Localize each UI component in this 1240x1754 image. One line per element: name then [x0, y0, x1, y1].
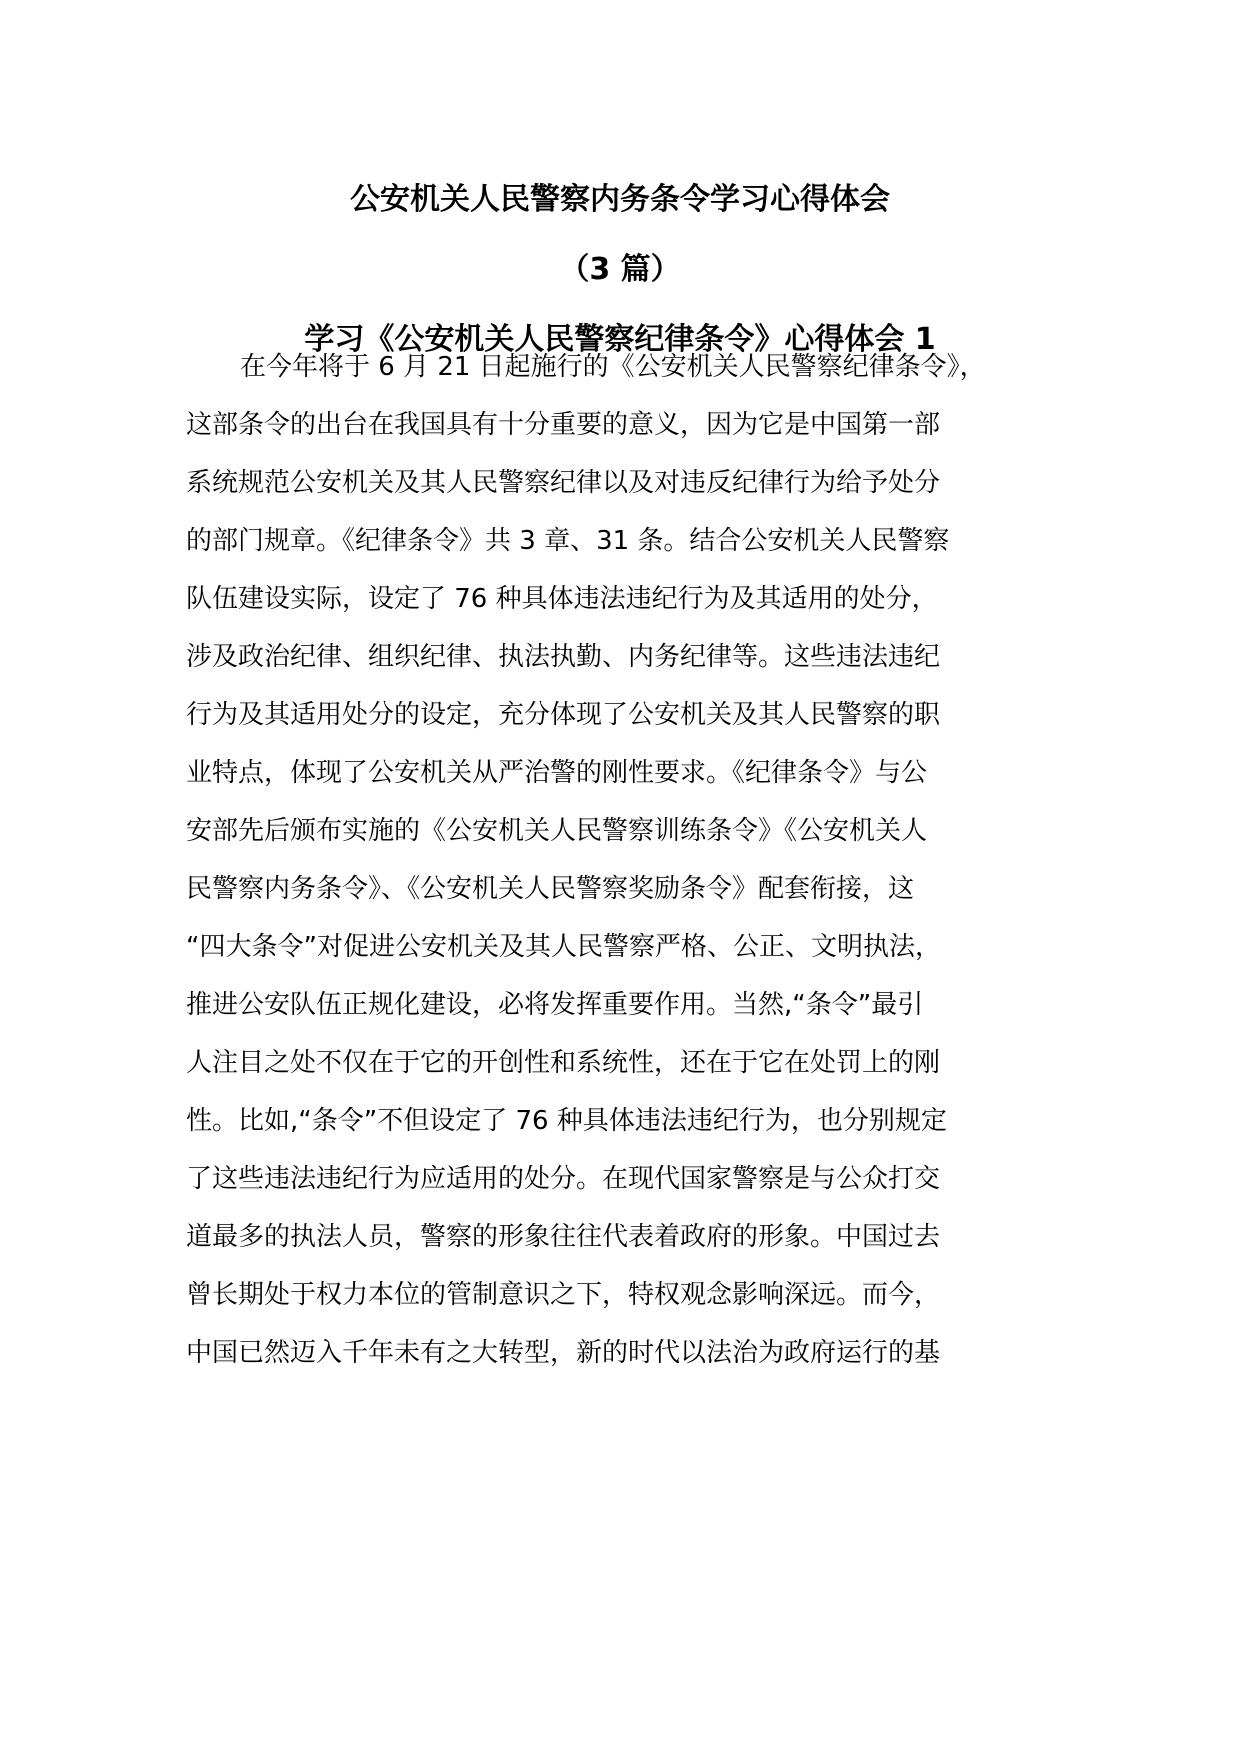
paragraph-line: “四大条令”对促进公安机关及其人民警察严格、公正、文明执法， [186, 932, 941, 962]
paragraph-line: 性。比如,“条令”不但设定了 76 种具体违法违纪行为，也分别规定 [186, 1106, 947, 1136]
document-title: 公安机关人民警察内务条令学习心得体会 [350, 182, 890, 217]
paragraph-line: 的部门规章。《纪律条令》共 3 章、31 条。结合公安机关人民警察 [186, 526, 950, 556]
paragraph-line: 了这些违法违纪行为应适用的处分。在现代国家警察是与公众打交 [186, 1164, 941, 1194]
paragraph-line: 推进公安队伍正规化建设，必将发挥重要作用。当然,“条令”最引 [186, 990, 924, 1020]
paragraph-line: 安部先后颁布实施的《公安机关人民警察训练条令》《公安机关人 [186, 816, 928, 846]
paragraph-line: 队伍建设实际，设定了 76 种具体违法违纪行为及其适用的处分， [186, 584, 938, 614]
paragraph-line: 业特点，体现了公安机关从严治警的刚性要求。《纪律条令》与公 [186, 758, 928, 788]
paragraph-line: 系统规范公安机关及其人民警察纪律以及对违反纪律行为给予处分 [186, 468, 941, 498]
paragraph-line: 曾长期处于权力本位的管制意识之下，特权观念影响深远。而今， [186, 1280, 941, 1310]
document-subtitle: （3 篇） [559, 252, 681, 287]
paragraph-line: 人注目之处不仅在于它的开创性和系统性，还在于它在处罚上的刚 [186, 1048, 941, 1078]
paragraph-line: 道最多的执法人员，警察的形象往往代表着政府的形象。中国过去 [186, 1222, 941, 1252]
section-title: 学习《公安机关人民警察纪律条令》心得体会 1 [304, 322, 936, 357]
paragraph-line: 民警察内务条令》、《公安机关人民警察奖励条令》配套衔接，这 [186, 874, 915, 904]
paragraph-line: 这部条令的出台在我国具有十分重要的意义，因为它是中国第一部 [186, 410, 941, 440]
paragraph-line: 中国已然迈入千年未有之大转型，新的时代以法治为政府运行的基 [186, 1338, 941, 1368]
paragraph-line: 在今年将于 6 月 21 日起施行的《公安机关人民警察纪律条令》， [240, 352, 986, 382]
paragraph-line: 行为及其适用处分的设定，充分体现了公安机关及其人民警察的职 [186, 700, 941, 730]
paragraph-line: 涉及政治纪律、组织纪律、执法执勤、内务纪律等。这些违法违纪 [186, 642, 941, 672]
